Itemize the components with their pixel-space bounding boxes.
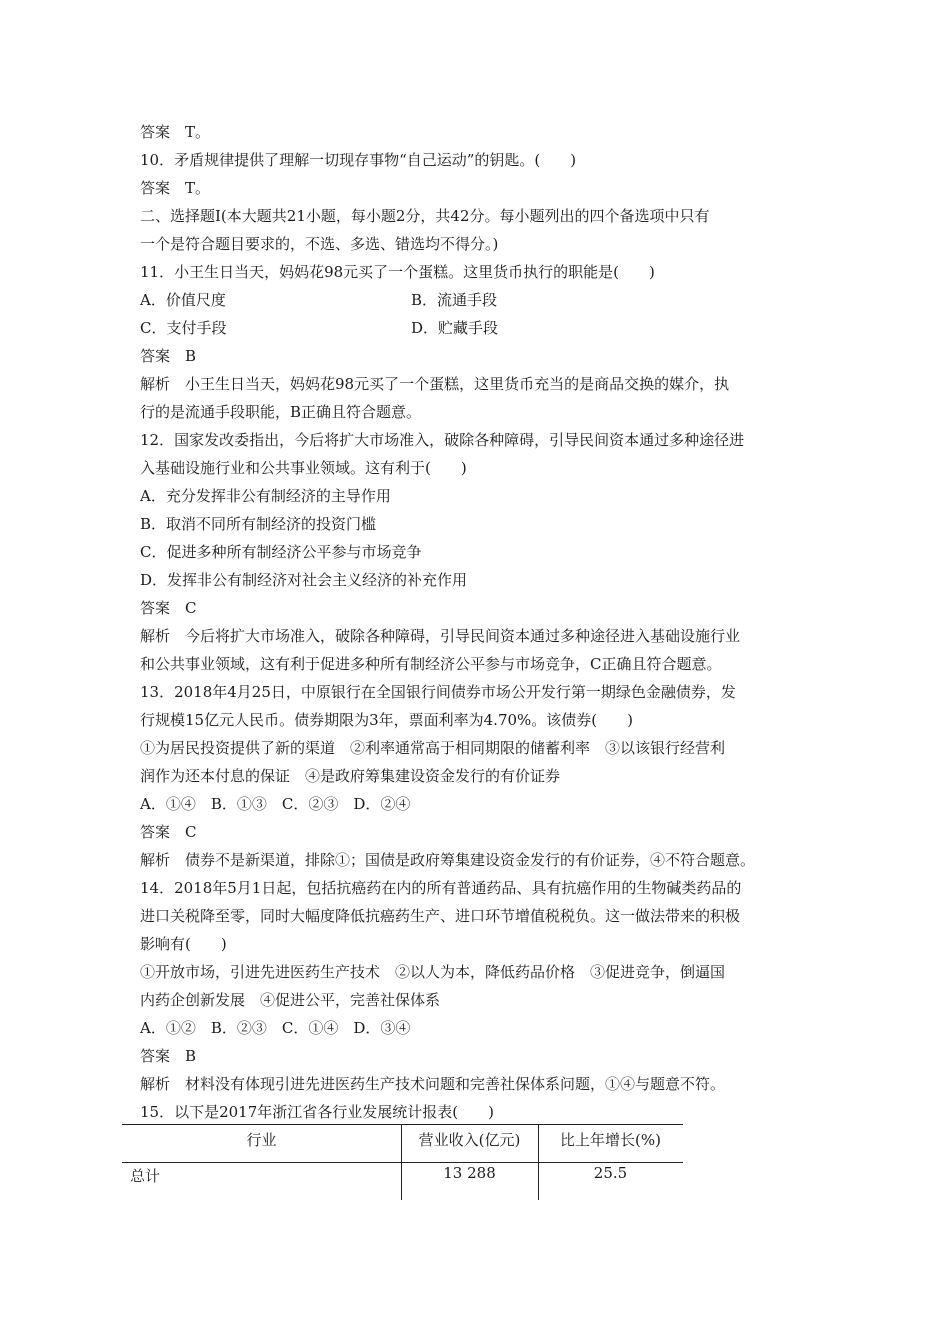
analysis-line: 解析 材料没有体现引进先进医药生产技术问题和完善社保体系问题，①④与题意不符。 [140,1075,726,1093]
option-c: C．促进多种所有制经济公平参与市场竞争 [140,543,422,561]
table-header-industry: 行业 [246,1131,277,1149]
option-a: A．价值尺度 [140,291,226,309]
analysis-line: 解析 债券不是新渠道，排除①；国债是政府筹集建设资金发行的有价证券，④不符合题意。 [140,851,756,869]
statement-line: ①为居民投资提供了新的渠道 ②利率通常高于相同期限的储蓄利率 ③以该银行经营利 [140,739,726,757]
question-14-cont: 进口关税降至零，同时大幅度降低抗癌药生产、进口环节增值税税负。这一做法带来的积极 [140,907,741,925]
question-10: 10．矛盾规律提供了理解一切现存事物“自己运动”的钥匙。( ) [140,151,577,169]
table-cell-industry: 总计 [130,1167,161,1185]
question-13-cont: 行规模15亿元人民币。债券期限为3年，票面利率为4.70%。该债券( ) [140,711,633,729]
section-heading: 二、选择题Ⅰ(本大题共21小题，每小题2分，共42分。每小题列出的四个备选项中只有 [140,207,710,225]
answer-line: 答案 T。 [140,123,211,141]
option-d: D．贮藏手段 [411,319,499,337]
option-a: A．充分发挥非公有制经济的主导作用 [140,487,391,505]
answer-line: 答案 B [140,347,197,365]
options-line: A．①② B．②③ C．①④ D．③④ [140,1019,411,1037]
table-cell-growth: 25.5 [593,1164,628,1182]
option-c: C．支付手段 [140,319,227,337]
analysis-line: 解析 小王生日当天，妈妈花98元买了一个蛋糕，这里货币充当的是商品交换的媒介，执 [140,375,730,393]
option-b: B．流通手段 [411,291,498,309]
table-top-rule [122,1124,683,1125]
analysis-line: 解析 今后将扩大市场准入，破除各种障碍，引导民间资本通过多种途径进入基础设施行业 [140,627,741,645]
question-12-cont: 入基础设施行业和公共事业领域。这有利于( ) [140,459,467,477]
answer-line: 答案 T。 [140,179,211,197]
table-cell-revenue: 13 288 [443,1164,496,1182]
statement-line: ①开放市场，引进先进医药生产技术 ②以人为本，降低药品价格 ③促进竞争，倒逼国 [140,963,726,981]
question-13: 13．2018年4月25日，中原银行在全国银行间债券市场公开发行第一期绿色金融债券，发 [140,683,736,701]
table-header-revenue: 营业收入(亿元) [418,1131,521,1149]
question-14-cont: 影响有( ) [140,935,227,953]
answer-line: 答案 C [140,823,197,841]
question-11: 11．小王生日当天，妈妈花98元买了一个蛋糕。这里货币执行的职能是( ) [140,263,655,281]
section-heading-cont: 一个是符合题目要求的，不选、多选、错选均不得分。) [140,235,499,253]
options-line: A．①④ B．①③ C．②③ D．②④ [140,795,411,813]
answer-line: 答案 C [140,599,197,617]
question-12: 12．国家发改委指出，今后将扩大市场准入，破除各种障碍，引导民间资本通过多种途径进 [140,431,745,449]
option-b: B．取消不同所有制经济的投资门槛 [140,515,377,533]
statement-line: 润作为还本付息的保证 ④是政府筹集建设资金发行的有价证券 [140,767,561,785]
analysis-line: 和公共事业领域，这有利于促进多种所有制经济公平参与市场竞争，C正确且符合题意。 [140,655,722,673]
question-15: 15．以下是2017年浙江省各行业发展统计报表( ) [140,1103,494,1121]
statement-line: 内药企创新发展 ④促进公平，完善社保体系 [140,991,441,1009]
question-14: 14．2018年5月1日起，包括抗癌药在内的所有普通药品、具有抗癌作用的生物碱类药品的 [140,879,742,897]
option-d: D．发挥非公有制经济对社会主义经济的补充作用 [140,571,468,589]
answer-line: 答案 B [140,1047,197,1065]
analysis-line: 行的是流通手段职能，B正确且符合题意。 [140,403,422,421]
table-header-growth: 比上年增长(%) [560,1131,661,1149]
